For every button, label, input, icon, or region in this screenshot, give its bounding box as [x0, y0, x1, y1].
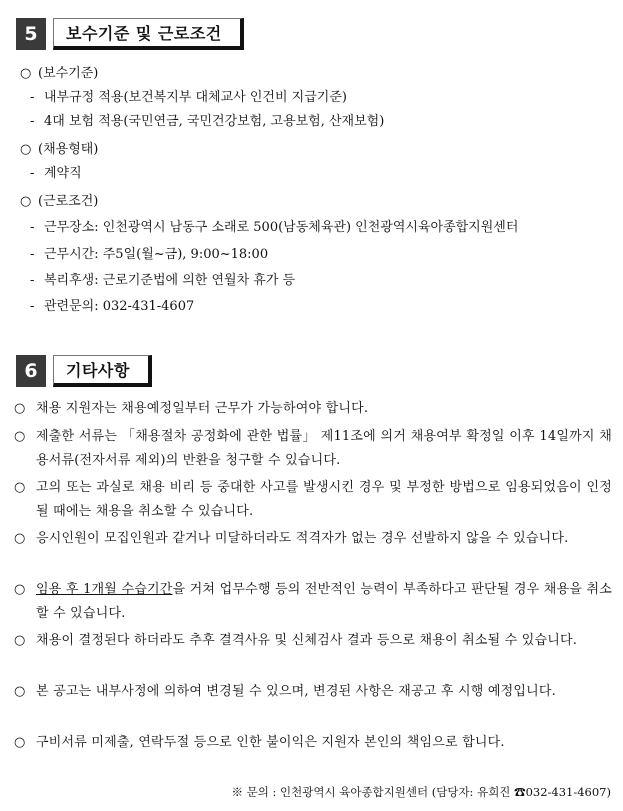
note-mark: ※ [231, 785, 243, 799]
notice-item: ○ 채용 지원자는 채용예정일부터 근무가 가능하여야 합니다. [14, 401, 369, 416]
notice-item: ○ 고의 또는 과실로 채용 비리 등 중대한 사고를 발생시킨 경우 및 부정한 방법으로 임용되었음이 인정될 때에는 채용을 취소할 수 있습니다. [14, 480, 612, 519]
notice-item: ○ 제출한 서류는 「채용절차 공정화에 관한 법률」 제11조에 의거 채용여부 확정일 이후 14일까지 채용서류(전자서류 제외)의 반환을 청구할 수 있습니다. [14, 429, 612, 468]
list-item: - 근무시간: 주5일(월~금), 9:00~18:00 [30, 247, 269, 262]
group-heading-pay: ○ (보수기준) [20, 66, 99, 81]
section-number: 6 [16, 355, 46, 387]
contact-text: 문의 : 인천광역시 육아종합지원센터 (담당자: 유희진 ☎032-431-4607) [246, 785, 611, 799]
list-item: - 관련문의: 032-431-4607 [30, 299, 195, 314]
underlined-text: 임용 후 1개월 수습기간 [36, 582, 173, 597]
notice-item-probation: ○ 임용 후 1개월 수습기간을 거쳐 업무수행 등의 전반적인 능력이 부족하다고 판단될 경우 채용을 취소할 수 있습니다. [14, 582, 612, 621]
group-heading-employment-type: ○ (채용형태) [20, 142, 99, 157]
list-item: - 근무장소: 인천광역시 남동구 소래로 500(남동체육관) 인천광역시육아종합지원센터 [30, 220, 519, 235]
section-5-header [16, 18, 244, 50]
notice-item: ○ 채용이 결정된다 하더라도 추후 결격사유 및 신체검사 결과 등으로 채용이 취소될 수 있습니다. [14, 633, 578, 648]
section-title: 보수기준 및 근로조건 [53, 18, 244, 50]
list-item: - 4대 보험 적용(국민연금, 국민건강보험, 고용보험, 산재보험) [30, 114, 385, 129]
section-6-header [16, 355, 152, 387]
notice-item: ○ 응시인원이 모집인원과 같거나 미달하더라도 적격자가 없는 경우 선발하지 않을 수 있습니다. [14, 531, 569, 546]
section-number: 5 [16, 18, 46, 50]
group-heading-work-conditions: ○ (근로조건) [20, 194, 99, 209]
list-item: - 내부규정 적용(보건복지부 대체교사 인건비 지급기준) [30, 90, 347, 105]
section-title: 기타사항 [53, 355, 152, 387]
notice-item: ○ 본 공고는 내부사정에 의하여 변경될 수 있으며, 변경된 사항은 재공고 후 시행 예정입니다. [14, 684, 556, 699]
notice-item: ○ 구비서류 미제출, 연락두절 등으로 인한 불이익은 지원자 본인의 책임으로 합니다. [14, 735, 505, 750]
list-item: - 복리후생: 근로기준법에 의한 연월차 휴가 등 [30, 273, 296, 288]
list-item: - 계약직 [30, 166, 82, 181]
contact-footer [231, 784, 611, 800]
